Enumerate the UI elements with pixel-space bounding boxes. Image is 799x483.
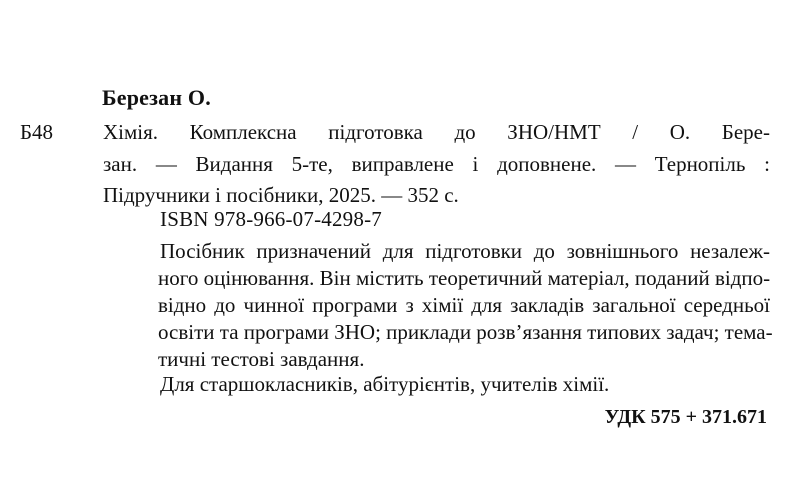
isbn: ISBN 978-966-07-4298-7 [160,207,382,231]
audience-note: Для старшокласників, абітурієнтів, учителів хімії. [160,372,610,396]
annotation-line-2: ного оцінювання. Він містить теоретичний матеріал, поданий відпо- [158,266,771,290]
annotation-line-4: освіти та програми ЗНО; приклади розв’язання типових задач; тема- [158,320,773,344]
description-line-3: Підручники і посібники, 2025. — 352 с. [103,183,459,207]
catalog-code: Б48 [20,120,54,144]
udk-classification: УДК 575 + 371.671 [604,406,767,428]
annotation-line-5: тичні тестові завдання. [158,347,365,371]
author-name: Березан О. [102,85,211,110]
description-line-2: зан. — Видання 5-те, виправлене і доповнене. — Тернопіль : [103,152,770,176]
annotation-line-3: відно до чинної програми з хімії для закладів загальної середньої [158,293,770,317]
annotation-line-1: Посібник призначений для підготовки до зовнішнього незалеж- [160,239,770,263]
description-line-1: Хімія. Комплексна підготовка до ЗНО/НМТ / О. Бере- [103,120,770,144]
